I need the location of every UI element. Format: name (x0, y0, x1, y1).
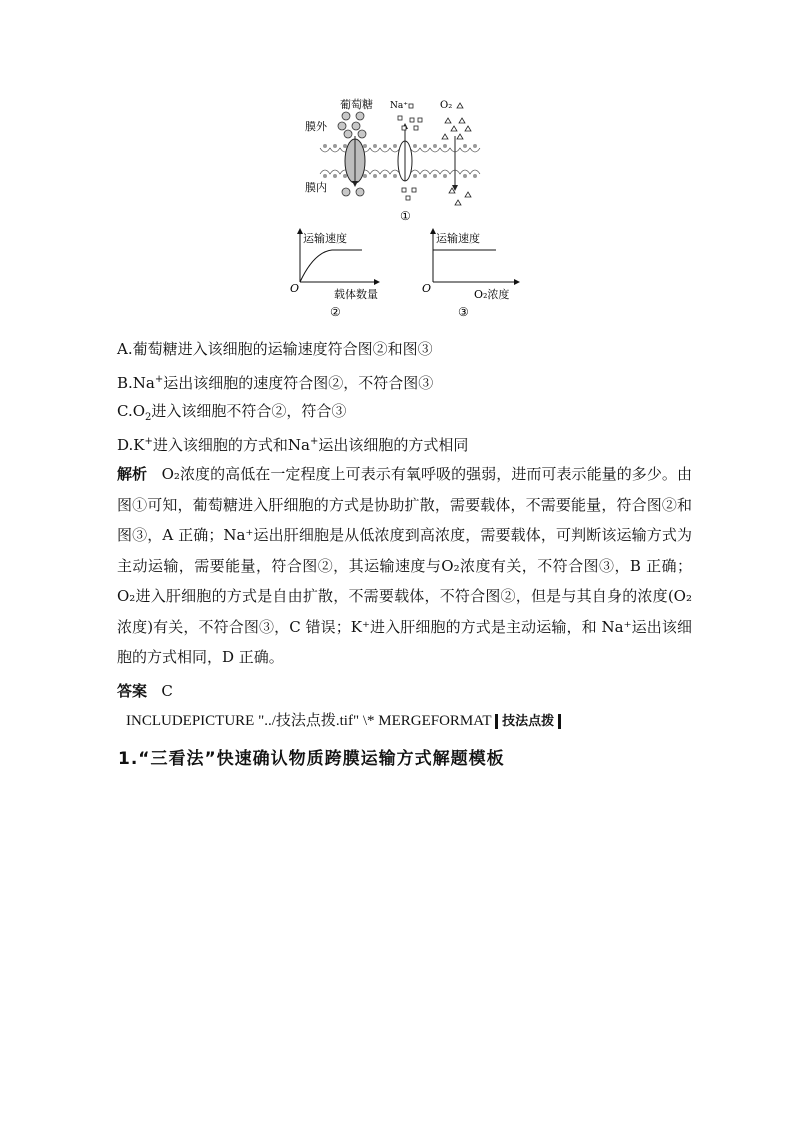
graph-3-origin: O (422, 282, 432, 295)
option-d (117, 432, 468, 455)
membrane-transport-figure (290, 96, 530, 326)
fig1-label: ① (400, 209, 411, 223)
answer-line (117, 681, 173, 701)
inside-label: 膜内 (305, 181, 327, 194)
option-c-post: 进入该细胞不符合②，符合③ (151, 402, 347, 420)
graph-3-ylabel: 运输速度 (436, 232, 480, 245)
analysis-title: 解析 (117, 465, 148, 483)
graph-2 (290, 228, 380, 319)
technique-tag: 技法点拨 (495, 714, 561, 729)
option-b-post: 运出该细胞的速度符合图②，不符合图③ (163, 374, 434, 392)
figure-svg (290, 96, 530, 326)
analysis-paragraph (117, 459, 692, 673)
option-d-post: 运出该细胞的方式相同 (318, 436, 469, 454)
graph-3-xlabel: O₂浓度 (474, 288, 510, 301)
graph-2-label: ② (330, 305, 341, 319)
outside-label: 膜外 (305, 120, 327, 133)
analysis-text: O₂浓度的高低在一定程度上可表示有氧呼吸的强弱，进而可表示能量的多少。由图①可知，葡萄糖进入肝细胞的方式是协助扩散，需要载体，不需要能量，符合图②和图③，A 正确；Na⁺运出肝细胞是从低浓度到高浓度，需要载体，可判断该运输方式为主动运输，需要能量，符合图②，其运输速度与O₂浓度有关，不符合图③，B 正确；O₂进入肝细胞的方式是自由扩散，不需要载体，不符合图②，但是与其自身的浓度(O₂浓度)有关，不符合图③，C 错误；K⁺进入肝细胞的方式是主动运输，和 Na⁺运出该细胞的方式相同，D 正确。 (117, 465, 692, 666)
glucose-label: 葡萄糖 (340, 98, 373, 111)
graph-3 (422, 228, 520, 319)
option-c-pre: C.O (117, 402, 146, 420)
answer-value: C (161, 682, 173, 700)
option-b-pre: B.Na (117, 374, 155, 392)
graph-2-origin: O (290, 282, 300, 295)
graph-2-ylabel: 运输速度 (303, 232, 347, 245)
answer-label: 答案 (117, 682, 148, 700)
graph-3-label: ③ (458, 305, 469, 319)
na-label: Na⁺ (390, 101, 408, 111)
option-d-pre: D.K (117, 436, 145, 454)
option-d-mid: 进入该细胞的方式和Na (152, 436, 310, 454)
o2-molecules (442, 103, 471, 205)
option-b-sup: + (154, 374, 164, 385)
field-code: INCLUDEPICTURE "../技法点拨.tif" \* MERGEFORMAT (126, 713, 492, 729)
option-b (117, 370, 433, 393)
option-d-sup2: + (309, 436, 319, 447)
o2-label: O₂ (440, 100, 453, 111)
option-c (117, 401, 346, 428)
graph-2-curve (300, 250, 362, 282)
option-c-sub: 2 (145, 412, 152, 423)
glucose-molecules-outside (338, 112, 366, 138)
graph-2-xlabel: 载体数量 (334, 288, 378, 301)
glucose-molecules-inside (342, 188, 364, 196)
option-d-sup: + (144, 436, 153, 447)
section-heading: 1.“三看法”快速确认物质跨膜运输方式解题模板 (118, 749, 505, 769)
field-code-line (126, 709, 561, 730)
option-a: A.葡萄糖进入该细胞的运输速度符合图②和图③ (117, 340, 433, 358)
